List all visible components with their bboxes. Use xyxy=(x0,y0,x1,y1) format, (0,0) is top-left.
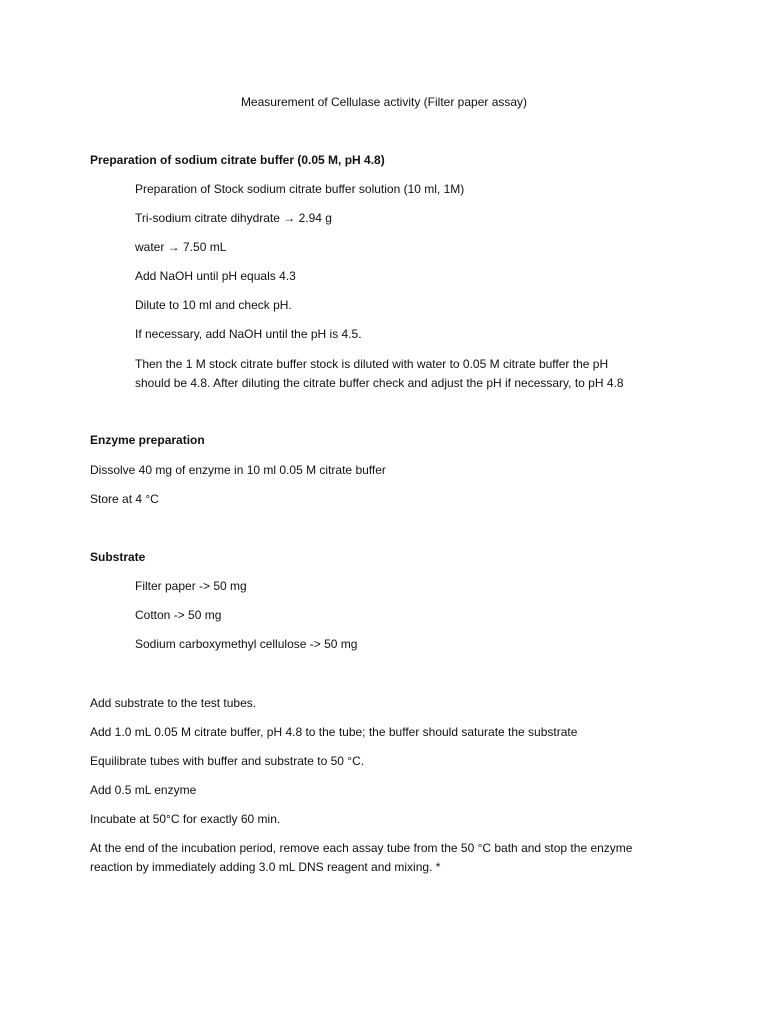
procedure-line: Equilibrate tubes with buffer and substrate to 50 °C. xyxy=(90,754,365,768)
enzyme-section-heading: Enzyme preparation xyxy=(90,433,205,447)
substrate-line: Cotton -> 50 mg xyxy=(135,608,222,622)
document-title: Measurement of Cellulase activity (Filter paper assay) xyxy=(240,95,528,109)
procedure-line: reaction by immediately adding 3.0 mL DNS reagent and mixing. * xyxy=(90,860,441,874)
buffer-line: should be 4.8. After diluting the citrate buffer check and adjust the pH if necessary, to pH 4.8 xyxy=(135,376,624,390)
buffer-line: Tri-sodium citrate dihydrate → 2.94 g xyxy=(135,211,332,225)
substrate-section-heading: Substrate xyxy=(90,550,146,564)
buffer-line: Preparation of Stock sodium citrate buffer solution (10 ml, 1M) xyxy=(135,182,465,196)
buffer-line: If necessary, add NaOH until the pH is 4.5. xyxy=(135,327,362,341)
enzyme-line: Store at 4 °C xyxy=(90,492,159,506)
procedure-line: Add 1.0 mL 0.05 M citrate buffer, pH 4.8 to the tube; the buffer should saturate the substrate xyxy=(90,725,578,739)
substrate-line: Sodium carboxymethyl cellulose -> 50 mg xyxy=(135,637,358,651)
buffer-line: water → 7.50 mL xyxy=(135,240,227,254)
buffer-section-heading: Preparation of sodium citrate buffer (0.05 M, pH 4.8) xyxy=(90,153,385,167)
procedure-line: At the end of the incubation period, remove each assay tube from the 50 °C bath and stop the enzyme xyxy=(90,841,633,855)
buffer-line: Dilute to 10 ml and check pH. xyxy=(135,298,292,312)
buffer-line: Add NaOH until pH equals 4.3 xyxy=(135,269,296,283)
buffer-line: Then the 1 M stock citrate buffer stock is diluted with water to 0.05 M citrate buffer the pH xyxy=(135,357,609,371)
procedure-line: Add 0.5 mL enzyme xyxy=(90,783,197,797)
enzyme-line: Dissolve 40 mg of enzyme in 10 ml 0.05 M citrate buffer xyxy=(90,463,386,477)
substrate-line: Filter paper -> 50 mg xyxy=(135,579,247,593)
procedure-line: Add substrate to the test tubes. xyxy=(90,696,257,710)
procedure-line: Incubate at 50°C for exactly 60 min. xyxy=(90,812,281,826)
